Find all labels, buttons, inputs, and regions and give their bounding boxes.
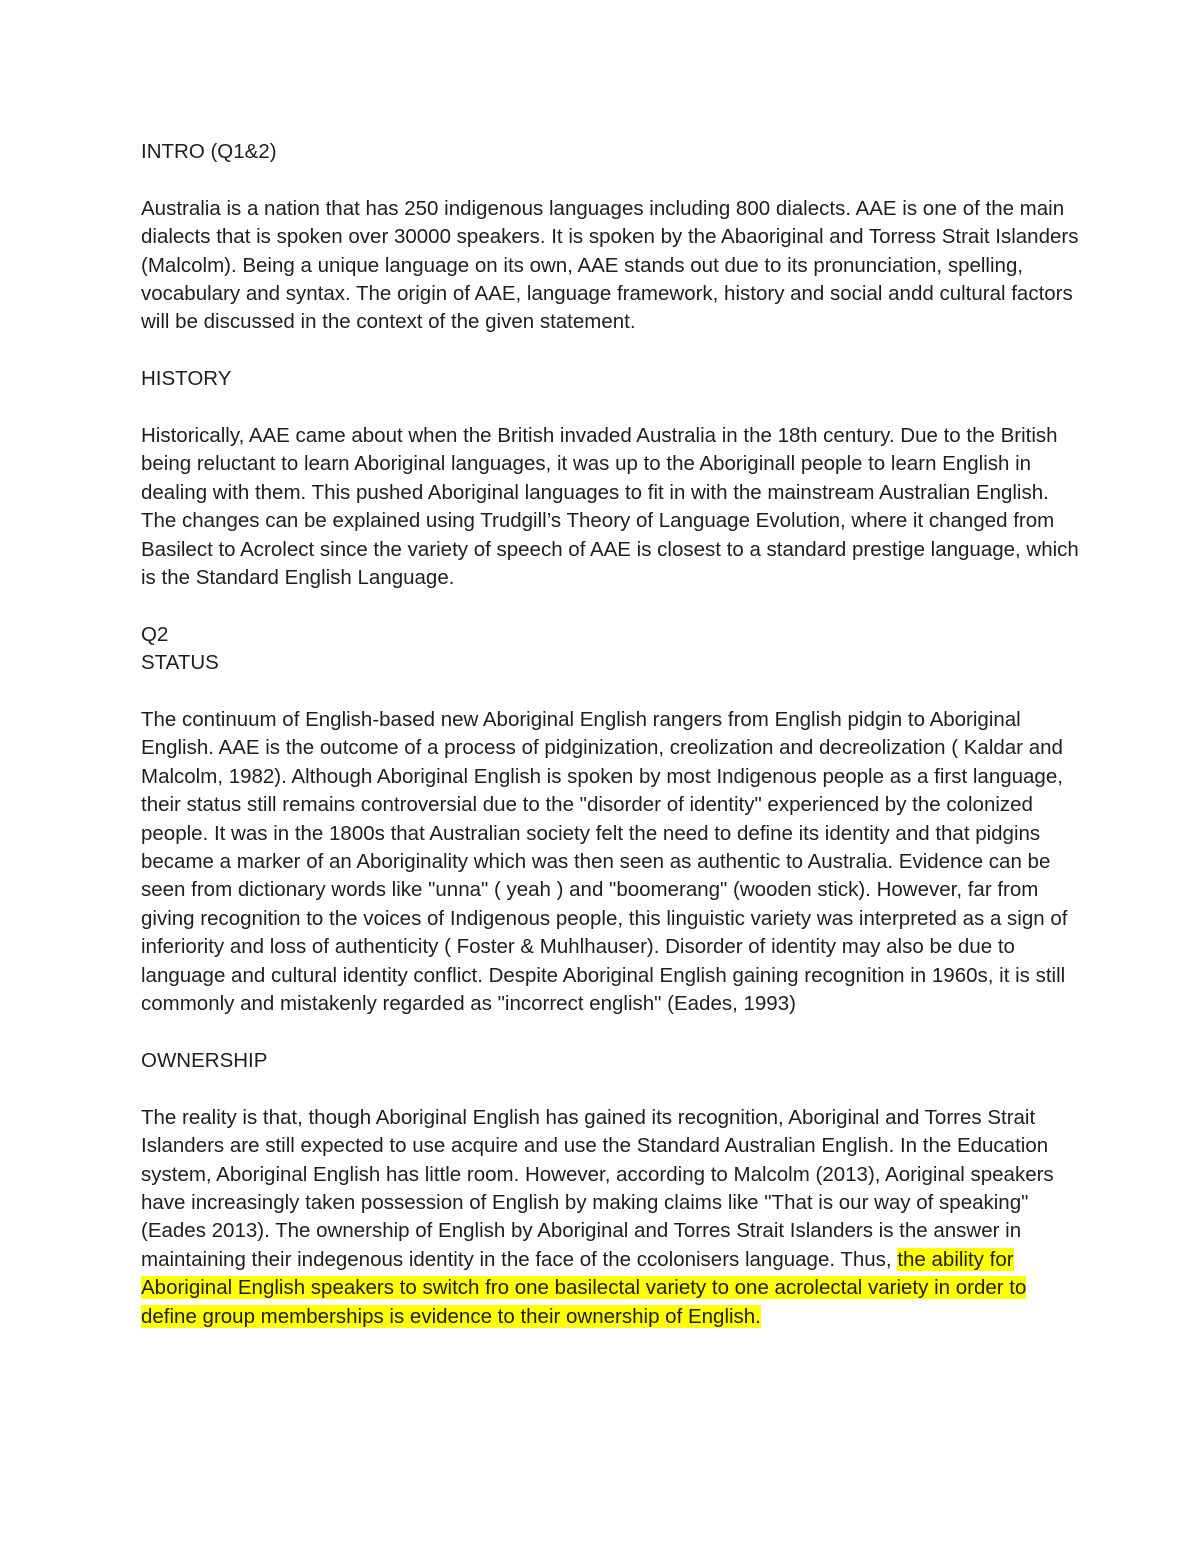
history-heading: HISTORY: [141, 367, 232, 391]
status-heading: STATUS: [141, 651, 219, 675]
highlighted-text: the ability for Aboriginal English speakers to switch fro one basilectal variety to one acrolectal variety in order to define group memberships is evidence to their ownership of English.: [141, 1247, 1027, 1328]
spacer: [141, 1019, 1081, 1047]
spacer: [141, 337, 1081, 365]
document-page: [141, 138, 1081, 1331]
spacer: [141, 166, 1081, 194]
spacer: [141, 592, 1081, 620]
spacer: [141, 394, 1081, 422]
status-paragraph: The continuum of English-based new Aboriginal English rangers from English pidgin to Aboriginal English. AAE is the outcome of a process of pidginization, creolization and decreolization ( Kaldar and Malcolm, 1982). Although Aboriginal English is spoken by most Indigenous people as a first language, their status still remains controversial due to the "disorder of identity" experienced by the colonized people. It was in the 1800s that Australian society felt the need to define its identity and that pidgins became a marker of an Aboriginality which was then seen as authentic to Australia. Evidence can be seen from dictionary words like "unna" ( yeah ) and "boomerang" (wooden stick). However, far from giving recognition to the voices of Indigenous people, this linguistic variety was interpreted as a sign of inferiority and loss of authenticity ( Foster & Muhlhauser). Disorder of identity may also be due to language and cultural identity conflict. Despite Aboriginal English gaining recognition in 1960s, it is still commonly and mistakenly regarded as "incorrect english" (Eades, 1993): [141, 708, 1068, 1016]
ownership-paragraph: [141, 1104, 1081, 1331]
intro-paragraph: Australia is a nation that has 250 indigenous languages including 800 dialects. AAE is one of the main dialects that is spoken over 30000 speakers. It is spoken by the Abaoriginal and Torress Strait Islanders (Malcolm). Being a unique language on its own, AAE stands out due to its pronunciation, spelling, vocabulary and syntax. The origin of AAE, language framework, history and social andd cultural factors will be discussed in the context of the given statement.: [141, 196, 1079, 334]
ownership-text: The reality is that, though Aboriginal English has gained its recognition, Aboriginal and Torres Strait Islanders are still expected to use acquire and use the Standard Australian English. In the Education system, Aboriginal English has little room. However, according to Malcolm (2013), Aoriginal speakers have increasingly taken possession of English by making claims like "That is our way of speaking" (Eades 2013). The ownership of English by Aboriginal and Torres Strait Islanders is the answer in maintaining their indegenous identity in the face of the ccolonisers language. Thus,: [141, 1105, 1054, 1271]
history-paragraph: Historically, AAE came about when the British invaded Australia in the 18th century. Due to the British being reluctant to learn Aboriginal languages, it was up to the Aboriginall people to learn English in dealing with them. This pushed Aboriginal languages to fit in with the mainstream Australian English. The changes can be explained using Trudgill’s Theory of Language Evolution, where it changed from Basilect to Acrolect since the variety of speech of AAE is closest to a standard prestige language, which is the Standard English Language.: [141, 424, 1079, 590]
spacer: [141, 1075, 1081, 1103]
intro-heading: INTRO (Q1&2): [141, 140, 277, 163]
spacer: [141, 678, 1081, 706]
ownership-heading: OWNERSHIP: [141, 1048, 268, 1072]
q2-label: Q2: [141, 622, 169, 646]
